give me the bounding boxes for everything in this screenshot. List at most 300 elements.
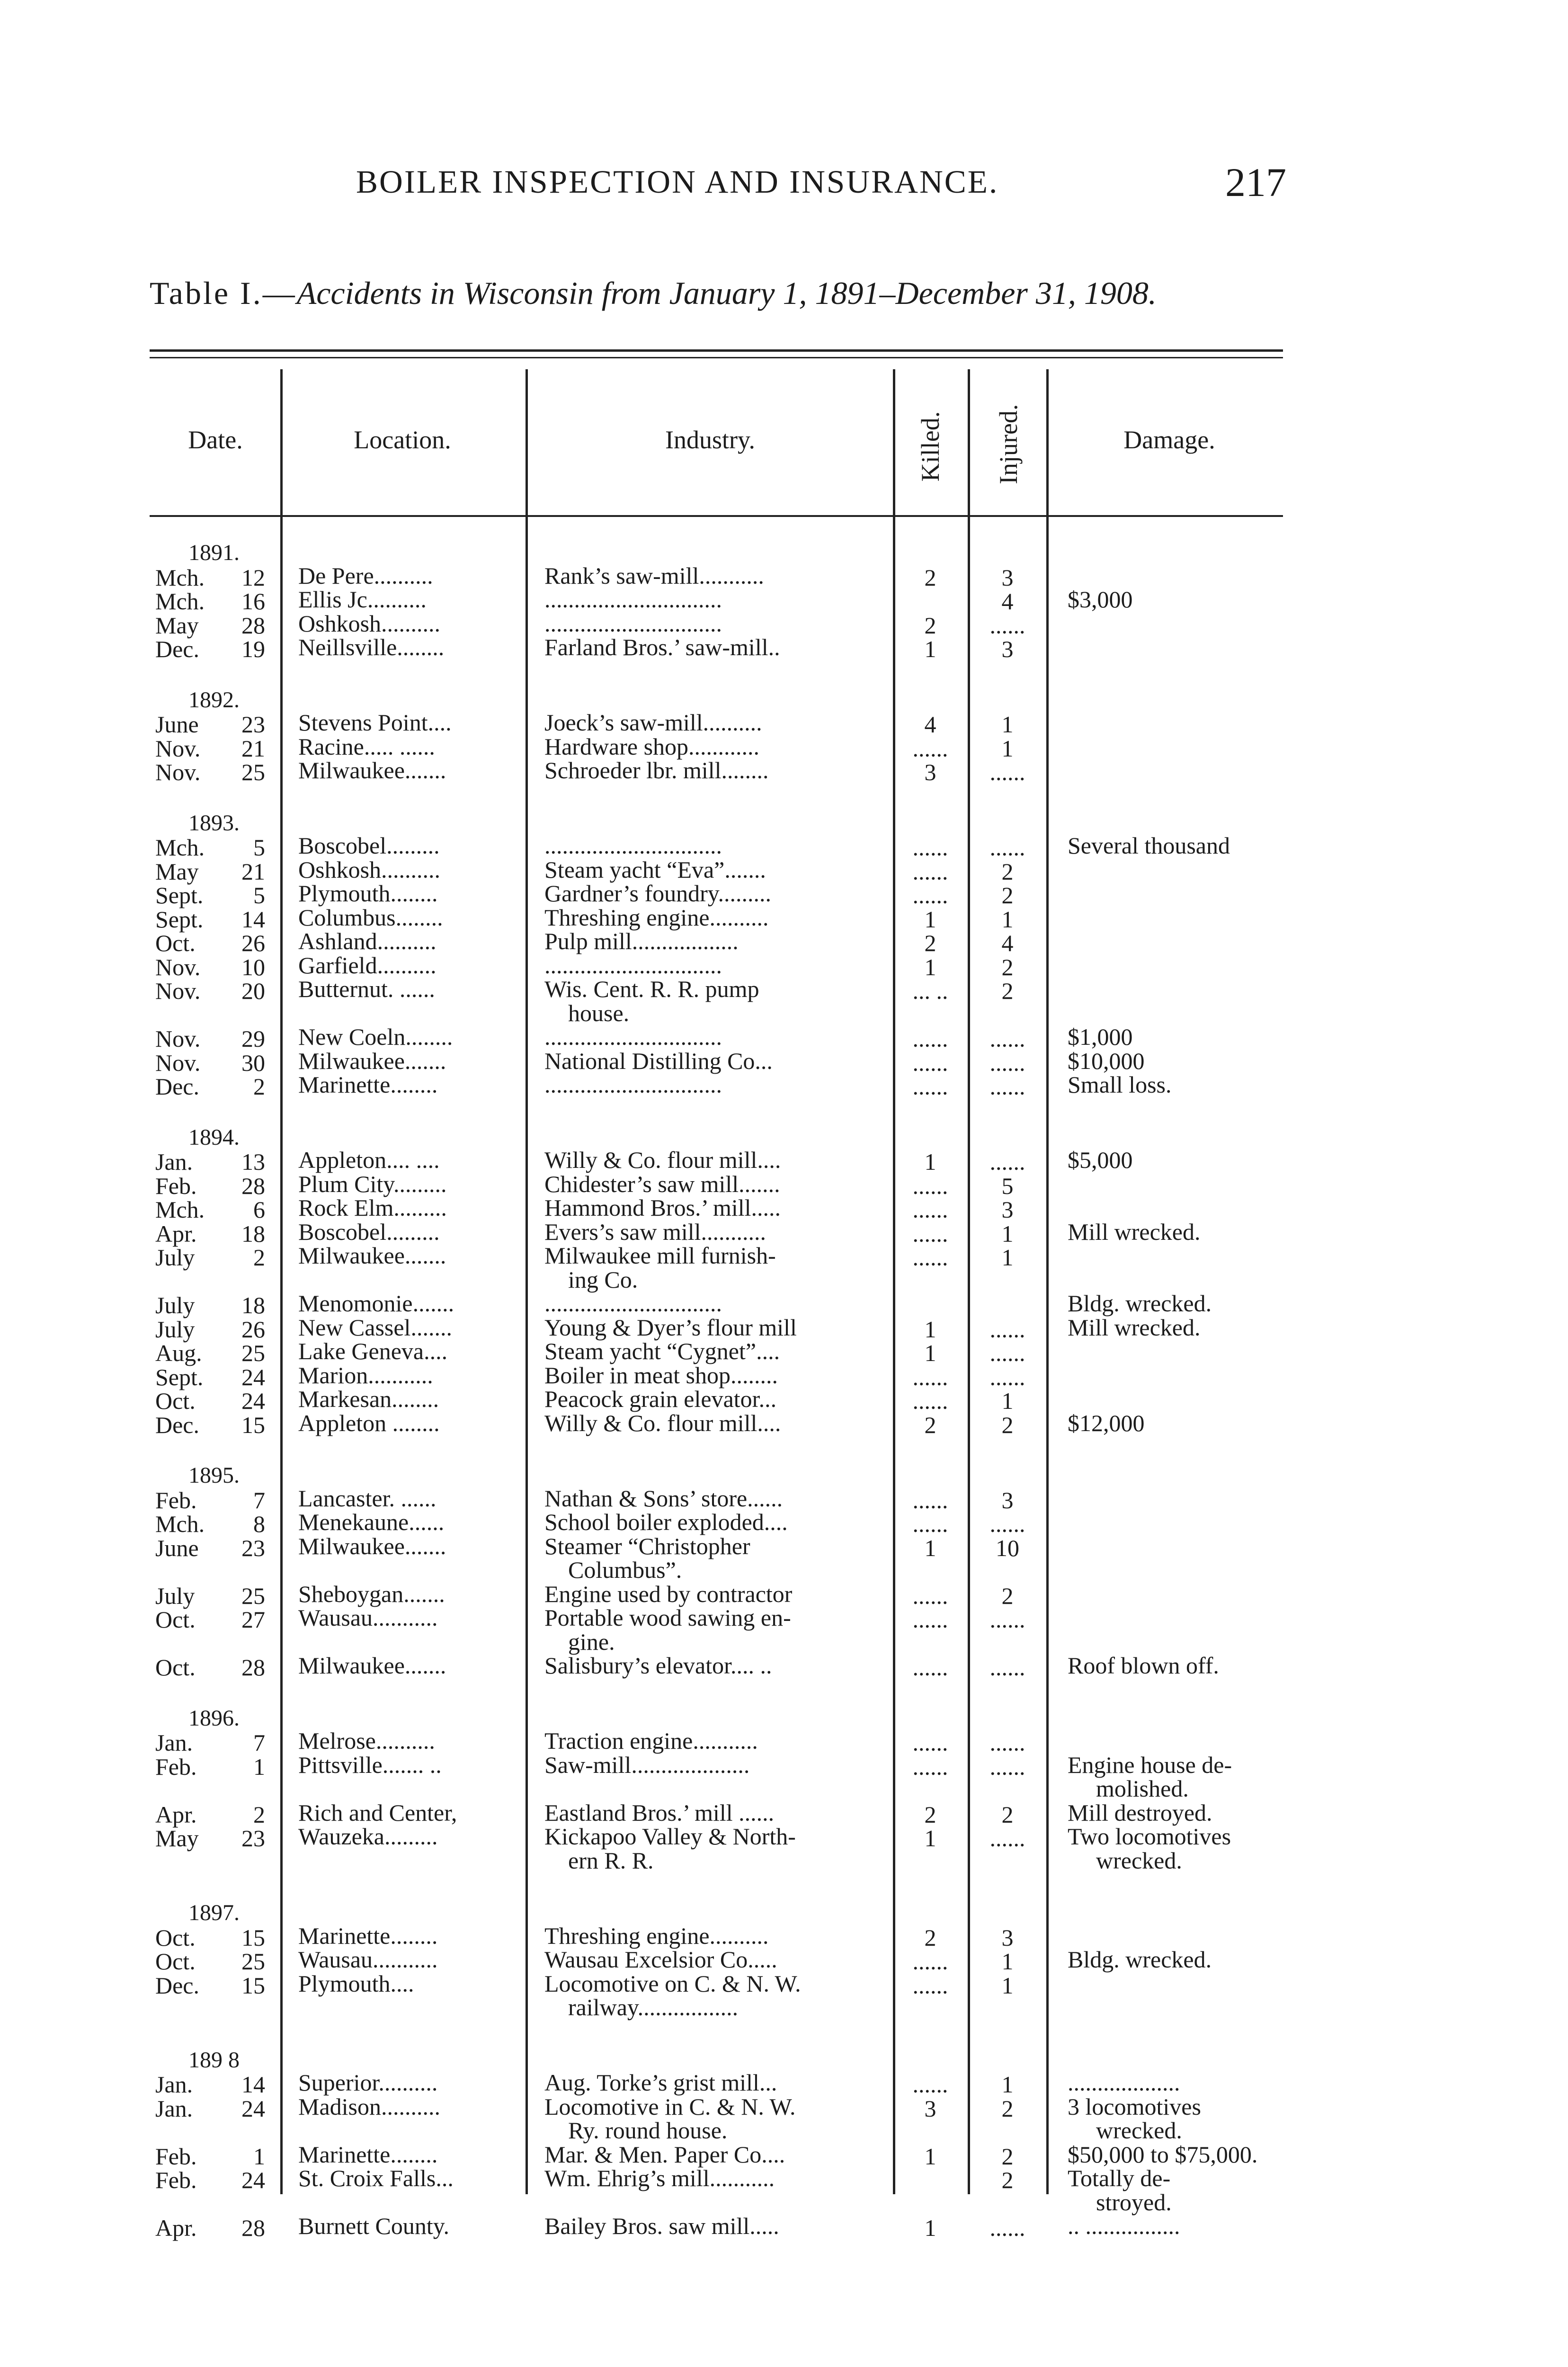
row-damage: 3 locomotives: [1068, 2093, 1201, 2120]
row-injured: ......: [989, 1654, 1025, 1681]
row-month: Oct.: [155, 1654, 196, 1681]
row-killed: 2: [924, 1411, 936, 1438]
row-injured: 2: [1001, 858, 1014, 885]
row-day: 12: [241, 564, 265, 591]
row-damage-cont: molished.: [1096, 1775, 1189, 1802]
row-location: New Cassel.......: [298, 1314, 452, 1341]
row-day: 29: [241, 1025, 265, 1052]
year-label: 1894.: [188, 1124, 240, 1150]
row-day: 25: [241, 1340, 265, 1366]
row-killed: ......: [912, 1606, 948, 1633]
row-month: Sept.: [155, 1363, 204, 1390]
row-industry: Young & Dyer’s flour mill: [544, 1314, 797, 1341]
row-injured: 3: [1001, 636, 1014, 662]
row-industry: Wausau Excelsior Co.....: [544, 1946, 777, 1973]
row-injured: 2: [1001, 1411, 1014, 1438]
row-month: Feb.: [155, 1486, 197, 1513]
row-industry: Steam yacht “Cygnet”....: [544, 1338, 780, 1364]
row-location: Menekaune......: [298, 1509, 445, 1535]
row-injured: 3: [1001, 1196, 1014, 1223]
row-industry: Locomotive in C. & N. W.: [544, 2093, 796, 2120]
row-day: 24: [241, 2167, 265, 2193]
row-day: 5: [253, 834, 265, 861]
row-location: Marinette........: [298, 1071, 438, 1098]
row-industry: Evers’s saw mill...........: [544, 1218, 766, 1245]
row-month: Jan.: [155, 2071, 193, 2098]
row-month: Jan.: [155, 2095, 193, 2122]
row-day: 28: [241, 1172, 265, 1199]
year-label: 1897.: [188, 1900, 240, 1925]
row-injured: 2: [1001, 1582, 1014, 1609]
row-industry: Joeck’s saw-mill..........: [544, 709, 762, 736]
row-month: Aug.: [155, 1340, 202, 1366]
row-killed: ......: [912, 1972, 948, 1999]
row-day: 23: [241, 1825, 265, 1851]
row-damage: ...................: [1068, 2069, 1180, 2096]
row-location: Plymouth........: [298, 880, 438, 907]
row-industry: Hammond Bros.’ mill.....: [544, 1194, 781, 1221]
row-month: Nov.: [155, 735, 201, 762]
row-location: Milwaukee.......: [298, 1242, 446, 1269]
row-location: Ashland..........: [298, 928, 437, 954]
row-industry: School boiler exploded....: [544, 1509, 788, 1535]
row-location: St. Croix Falls...: [298, 2165, 454, 2191]
row-day: 10: [241, 953, 265, 980]
row-injured: 2: [1001, 978, 1014, 1004]
row-location: Sheboygan.......: [298, 1580, 445, 1607]
row-location: Neillsville........: [298, 634, 445, 660]
row-injured: 3: [1001, 1924, 1014, 1951]
row-location: Wauzeka.........: [298, 1823, 438, 1850]
row-location: Madison..........: [298, 2093, 440, 2120]
row-injured: 1: [1001, 1388, 1014, 1414]
row-location: Columbus........: [298, 904, 443, 931]
row-damage: Roof blown off.: [1068, 1652, 1219, 1679]
row-month: Dec.: [155, 1411, 199, 1438]
row-industry: Nathan & Sons’ store......: [544, 1485, 783, 1512]
row-day: 21: [241, 735, 265, 762]
row-injured: ......: [989, 612, 1025, 639]
row-day: 2: [253, 1244, 265, 1271]
row-industry: Steamer “Christopher: [544, 1532, 750, 1559]
row-day: 7: [253, 1729, 265, 1756]
row-industry: Willy & Co. flour mill....: [544, 1409, 781, 1436]
row-month: Feb.: [155, 1172, 197, 1199]
row-injured: 10: [996, 1534, 1019, 1561]
row-killed: ......: [912, 834, 948, 861]
row-location: Marinette........: [298, 1922, 438, 1949]
row-industry: Bailey Bros. saw mill.....: [544, 2213, 779, 2239]
year-label: 1893.: [188, 810, 240, 836]
row-industry-cont: ing Co.: [568, 1266, 638, 1293]
row-industry: Milwaukee mill furnish-: [544, 1242, 776, 1269]
row-killed: 1: [924, 636, 936, 662]
row-damage: Engine house de-: [1068, 1751, 1232, 1778]
row-day: 18: [241, 1220, 265, 1247]
row-day: 28: [241, 2215, 265, 2241]
row-month: May: [155, 612, 199, 639]
row-month: Dec.: [155, 636, 199, 662]
row-injured: 2: [1001, 953, 1014, 980]
row-month: June: [155, 1534, 199, 1561]
row-injured: 2: [1001, 2167, 1014, 2193]
row-industry-cont: gine.: [568, 1628, 615, 1655]
row-location: Wausau...........: [298, 1604, 438, 1631]
row-killed: 2: [924, 1924, 936, 1951]
row-killed: ......: [912, 1753, 948, 1780]
row-day: 19: [241, 636, 265, 662]
year-label: 189 8: [188, 2047, 240, 2073]
row-industry: Mar. & Men. Paper Co....: [544, 2141, 785, 2168]
row-industry: Willy & Co. flour mill....: [544, 1147, 781, 1173]
row-day: 18: [241, 1292, 265, 1318]
row-month: July: [155, 1582, 195, 1609]
row-killed: ......: [912, 1948, 948, 1975]
row-location: Stevens Point....: [298, 709, 452, 736]
row-day: 27: [241, 1606, 265, 1633]
row-industry: Schroeder lbr. mill........: [544, 757, 769, 783]
row-day: 5: [253, 882, 265, 908]
row-day: 23: [241, 711, 265, 738]
row-killed: 1: [924, 906, 936, 933]
row-industry: Threshing engine..........: [544, 904, 769, 931]
row-industry: Aug. Torke’s grist mill...: [544, 2069, 777, 2096]
row-industry: Pulp mill..................: [544, 928, 739, 954]
row-industry: Kickapoo Valley & North-: [544, 1823, 796, 1850]
row-month: Feb.: [155, 2143, 197, 2170]
row-month: July: [155, 1316, 195, 1343]
row-day: 13: [241, 1148, 265, 1175]
row-location: Oshkosh..........: [298, 856, 441, 883]
year-label: 1896.: [188, 1705, 240, 1731]
page-number: 217: [1225, 160, 1286, 205]
row-location: Markesan........: [298, 1386, 439, 1412]
row-killed: 1: [924, 1148, 936, 1175]
row-injured: ......: [989, 834, 1025, 861]
row-location: Oshkosh..........: [298, 610, 441, 637]
row-killed: ......: [912, 1363, 948, 1390]
row-damage: Several thousand: [1068, 832, 1230, 859]
row-day: 25: [241, 1582, 265, 1609]
row-location: Wausau...........: [298, 1946, 438, 1973]
row-month: Apr.: [155, 2215, 197, 2241]
row-location: Milwaukee.......: [298, 1652, 446, 1679]
row-injured: ......: [989, 1511, 1025, 1537]
row-month: Feb.: [155, 2167, 197, 2193]
row-industry: Eastland Bros.’ mill ......: [544, 1799, 775, 1826]
row-day: 30: [241, 1049, 265, 1076]
row-location: Lake Geneva....: [298, 1338, 448, 1364]
row-damage-cont: wrecked.: [1096, 2117, 1182, 2144]
row-month: July: [155, 1292, 195, 1318]
row-location: Lancaster. ......: [298, 1485, 437, 1512]
row-killed: 2: [924, 930, 936, 956]
row-location: New Coeln........: [298, 1023, 453, 1050]
row-industry: Portable wood sawing en-: [544, 1604, 791, 1631]
row-damage: Totally de-: [1068, 2165, 1171, 2191]
row-month: Nov.: [155, 759, 201, 785]
row-damage: .. ................: [1068, 2213, 1180, 2239]
row-industry: Peacock grain elevator...: [544, 1386, 777, 1412]
row-industry: ..............................: [544, 832, 722, 859]
row-industry: Farland Bros.’ saw-mill..: [544, 634, 780, 660]
row-killed: 4: [924, 711, 936, 738]
row-damage: Two locomotives: [1068, 1823, 1231, 1850]
row-location: Superior..........: [298, 2069, 438, 2096]
row-damage: $10,000: [1068, 1047, 1145, 1074]
row-killed: ......: [912, 1220, 948, 1247]
row-month: Apr.: [155, 1801, 197, 1828]
row-location: Melrose..........: [298, 1727, 435, 1754]
header-killed: Killed.: [916, 411, 944, 482]
row-location: Milwaukee.......: [298, 1532, 446, 1559]
row-month: July: [155, 1244, 195, 1271]
row-location: Plymouth....: [298, 1970, 414, 1997]
row-industry: ..............................: [544, 1071, 722, 1098]
row-injured: ......: [989, 1606, 1025, 1633]
row-killed: 1: [924, 1340, 936, 1366]
row-damage: Bldg. wrecked.: [1068, 1946, 1212, 1973]
table-title: Accidents in Wisconsin from January 1, 1891–December 31, 1908.: [296, 275, 1157, 311]
row-day: 24: [241, 2095, 265, 2122]
row-injured: ......: [989, 1753, 1025, 1780]
row-killed: ......: [912, 1025, 948, 1052]
row-industry: Traction engine...........: [544, 1727, 758, 1754]
row-location: Garfield..........: [298, 952, 437, 979]
row-damage: $12,000: [1068, 1409, 1145, 1436]
row-location: Menomonie.......: [298, 1290, 454, 1317]
row-location: Pittsville....... ..: [298, 1751, 442, 1778]
row-month: Jan.: [155, 1148, 193, 1175]
row-injured: ......: [989, 1073, 1025, 1100]
row-day: 15: [241, 1972, 265, 1999]
row-day: 26: [241, 930, 265, 956]
row-month: Jan.: [155, 1729, 193, 1756]
row-injured: ......: [989, 1729, 1025, 1756]
row-industry: Steam yacht “Eva”.......: [544, 856, 766, 883]
row-day: 2: [253, 1801, 265, 1828]
row-day: 23: [241, 1534, 265, 1561]
row-killed: ......: [912, 1196, 948, 1223]
row-month: Feb.: [155, 1753, 197, 1780]
row-injured: 2: [1001, 2143, 1014, 2170]
row-industry-cont: Ry. round house.: [568, 2117, 728, 2144]
row-day: 2: [253, 1073, 265, 1100]
row-killed: ......: [912, 1582, 948, 1609]
row-month: Dec.: [155, 1073, 199, 1100]
row-location: Appleton ........: [298, 1409, 440, 1436]
row-location: Ellis Jc..........: [298, 586, 427, 613]
row-damage: $50,000 to $75,000.: [1068, 2141, 1258, 2168]
row-location: Racine..... ......: [298, 733, 435, 760]
row-killed: ......: [912, 882, 948, 908]
row-killed: ... ..: [912, 978, 948, 1004]
row-killed: ......: [912, 1729, 948, 1756]
row-industry: Engine used by contractor: [544, 1580, 793, 1607]
row-location: Marion...........: [298, 1361, 433, 1388]
row-killed: 1: [924, 2143, 936, 2170]
row-location: Burnett County.: [298, 2213, 449, 2239]
row-killed: ......: [912, 1654, 948, 1681]
row-location: Marinette........: [298, 2141, 438, 2168]
row-injured: ......: [989, 2215, 1025, 2241]
row-injured: 1: [1001, 906, 1014, 933]
row-day: 7: [253, 1486, 265, 1513]
row-month: Mch.: [155, 588, 205, 614]
header-location: Location.: [354, 426, 451, 454]
row-industry: Rank’s saw-mill...........: [544, 562, 764, 589]
row-location: Boscobel.........: [298, 1218, 440, 1245]
row-location: Rich and Center,: [298, 1799, 457, 1826]
row-month: Mch.: [155, 1511, 205, 1537]
row-industry: ..............................: [544, 1290, 722, 1317]
row-killed: ......: [912, 1244, 948, 1271]
row-month: Sept.: [155, 906, 204, 933]
row-industry: Threshing engine..........: [544, 1922, 769, 1949]
row-day: 21: [241, 858, 265, 885]
row-day: 25: [241, 1948, 265, 1975]
row-injured: ......: [989, 1316, 1025, 1343]
row-location: Boscobel.........: [298, 832, 440, 859]
row-industry-cont: railway.................: [568, 1994, 739, 2020]
table-label: Table I.—: [150, 275, 297, 311]
row-killed: 2: [924, 1801, 936, 1828]
row-injured: 4: [1001, 930, 1014, 956]
row-day: 28: [241, 612, 265, 639]
row-month: May: [155, 858, 199, 885]
row-killed: 2: [924, 564, 936, 591]
row-day: 28: [241, 1654, 265, 1681]
row-month: Oct.: [155, 1948, 196, 1975]
row-killed: 1: [924, 1825, 936, 1851]
row-killed: ......: [912, 1511, 948, 1537]
row-killed: ......: [912, 1049, 948, 1076]
row-day: 15: [241, 1924, 265, 1951]
row-injured: 5: [1001, 1172, 1014, 1199]
row-killed: ......: [912, 735, 948, 762]
header-date: Date.: [188, 426, 243, 454]
row-damage: Mill wrecked.: [1068, 1218, 1201, 1245]
row-month: Nov.: [155, 1025, 201, 1052]
header-industry: Industry.: [665, 426, 755, 454]
row-damage-cont: stroyed.: [1096, 2189, 1172, 2216]
row-industry: Locomotive on C. & N. W.: [544, 1970, 801, 1997]
row-killed: ......: [912, 1388, 948, 1414]
row-month: Mch.: [155, 834, 205, 861]
year-label: 1892.: [188, 687, 240, 712]
row-industry: Hardware shop............: [544, 733, 760, 760]
row-month: Oct.: [155, 930, 196, 956]
row-injured: ......: [989, 1049, 1025, 1076]
row-damage-cont: wrecked.: [1096, 1847, 1182, 1874]
row-day: 16: [241, 588, 265, 614]
row-day: 8: [253, 1511, 265, 1537]
row-injured: 4: [1001, 588, 1014, 614]
row-killed: 3: [924, 759, 936, 785]
row-injured: 1: [1001, 1948, 1014, 1975]
row-killed: 1: [924, 953, 936, 980]
row-month: June: [155, 711, 199, 738]
row-month: Sept.: [155, 882, 204, 908]
row-day: 24: [241, 1363, 265, 1390]
year-label: 1895.: [188, 1463, 240, 1488]
row-day: 1: [253, 2143, 265, 2170]
row-location: Rock Elm.........: [298, 1194, 447, 1221]
row-killed: ......: [912, 1073, 948, 1100]
row-killed: 1: [924, 1316, 936, 1343]
row-killed: 3: [924, 2095, 936, 2122]
row-industry-cont: ern R. R.: [568, 1847, 654, 1874]
row-day: 6: [253, 1196, 265, 1223]
row-injured: 1: [1001, 735, 1014, 762]
row-day: 15: [241, 1411, 265, 1438]
row-industry-cont: Columbus”.: [568, 1557, 682, 1583]
row-month: Oct.: [155, 1924, 196, 1951]
row-damage: Mill wrecked.: [1068, 1314, 1201, 1341]
row-month: Nov.: [155, 978, 201, 1004]
row-killed: ......: [912, 858, 948, 885]
row-injured: 2: [1001, 2095, 1014, 2122]
row-killed: 1: [924, 2215, 936, 2241]
row-industry: Boiler in meat shop........: [544, 1361, 778, 1388]
row-day: 14: [241, 906, 265, 933]
row-industry: Chidester’s saw mill.......: [544, 1170, 780, 1197]
row-location: Milwaukee.......: [298, 1047, 446, 1074]
row-injured: 2: [1001, 1801, 1014, 1828]
row-day: 20: [241, 978, 265, 1004]
row-location: Butternut. ......: [298, 976, 435, 1002]
row-month: May: [155, 1825, 199, 1851]
row-killed: 2: [924, 612, 936, 639]
row-industry: ..............................: [544, 586, 722, 613]
row-industry: Saw-mill....................: [544, 1751, 750, 1778]
row-injured: ......: [989, 1825, 1025, 1851]
row-industry: National Distilling Co...: [544, 1047, 773, 1074]
row-injured: 1: [1001, 1244, 1014, 1271]
row-day: 1: [253, 1753, 265, 1780]
row-month: Apr.: [155, 1220, 197, 1247]
row-killed: ......: [912, 1172, 948, 1199]
row-injured: 3: [1001, 564, 1014, 591]
header-damage: Damage.: [1123, 426, 1215, 454]
row-location: Plum City.........: [298, 1170, 447, 1197]
row-month: Nov.: [155, 1049, 201, 1076]
row-month: Mch.: [155, 564, 205, 591]
row-industry: ..............................: [544, 952, 722, 979]
row-injured: 1: [1001, 2071, 1014, 2098]
row-day: 14: [241, 2071, 265, 2098]
row-month: Oct.: [155, 1388, 196, 1414]
row-injured: ......: [989, 1363, 1025, 1390]
row-industry: Wm. Ehrig’s mill...........: [544, 2165, 775, 2191]
row-location: De Pere..........: [298, 562, 433, 589]
row-injured: 1: [1001, 1972, 1014, 1999]
row-killed: ......: [912, 1486, 948, 1513]
row-day: 25: [241, 759, 265, 785]
row-killed: 1: [924, 1534, 936, 1561]
row-injured: 2: [1001, 882, 1014, 908]
row-industry: Salisbury’s elevator.... ..: [544, 1652, 772, 1679]
row-month: Nov.: [155, 953, 201, 980]
row-injured: ......: [989, 1148, 1025, 1175]
row-damage: $3,000: [1068, 586, 1133, 613]
row-injured: ......: [989, 759, 1025, 785]
row-damage: Mill destroyed.: [1068, 1799, 1212, 1826]
row-day: 26: [241, 1316, 265, 1343]
row-injured: 1: [1001, 1220, 1014, 1247]
row-industry: Gardner’s foundry.........: [544, 880, 772, 907]
row-day: 24: [241, 1388, 265, 1414]
